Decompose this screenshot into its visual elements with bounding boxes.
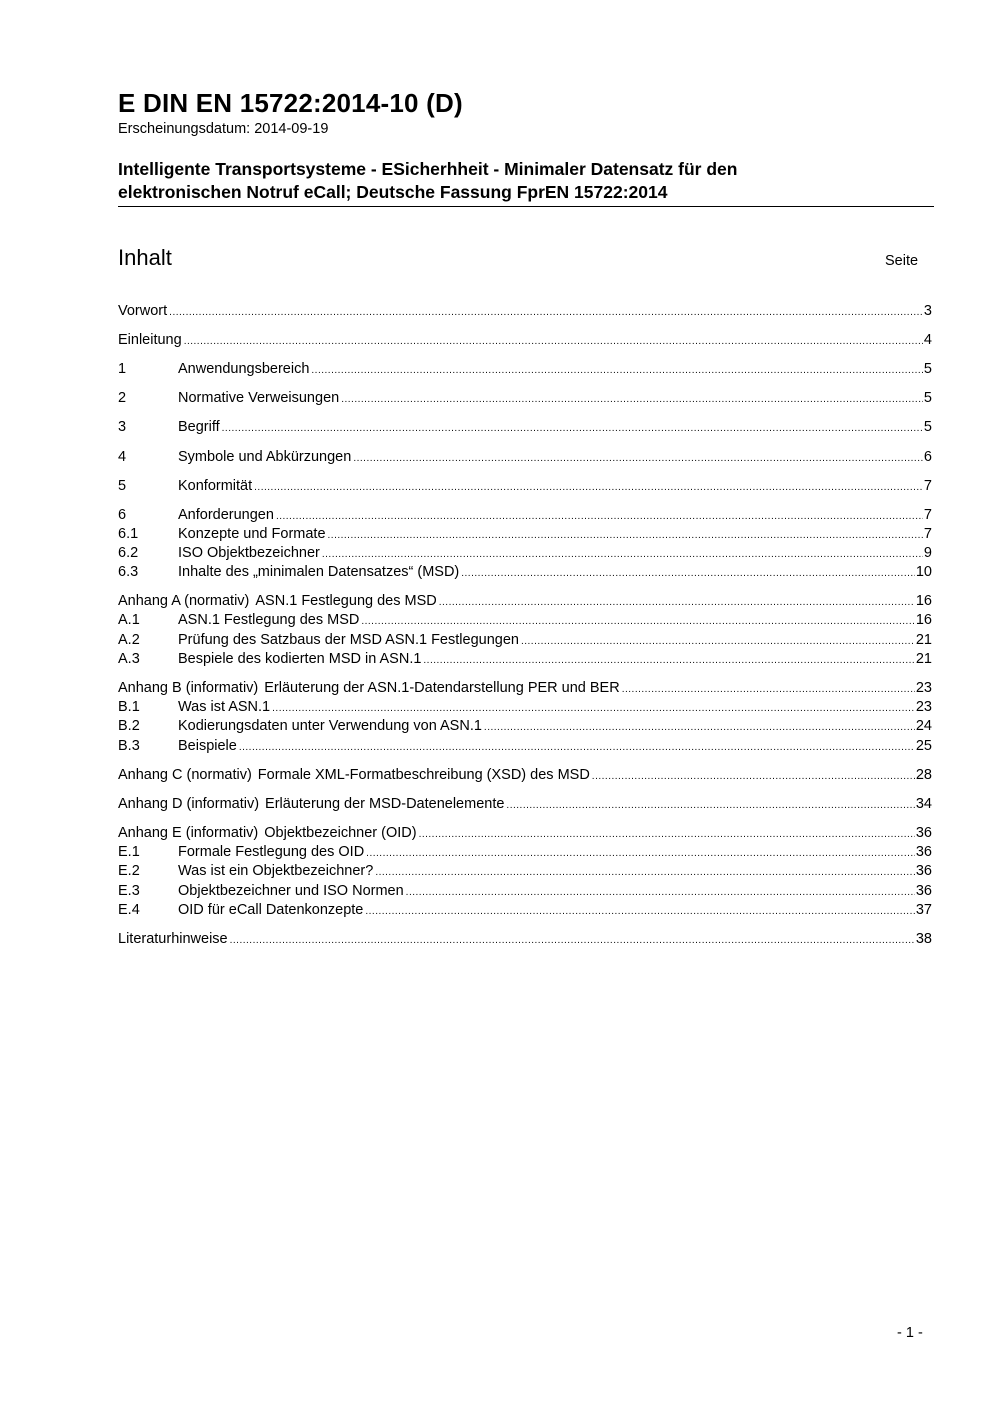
toc-entry-title: Begriff [178,419,220,435]
toc-entry-title: Objektbezeichner und ISO Normen [178,883,404,899]
toc-entry-page: 23 [915,699,932,715]
toc-entry-number: B.3 [118,738,140,754]
toc-entry-page: 25 [915,738,932,754]
toc-entry[interactable] [118,301,932,321]
toc-entry-page: 16 [915,612,932,628]
toc-entry[interactable] [118,505,932,525]
toc-entry-number: 3 [118,419,127,435]
toc-dot-leader [375,863,915,883]
toc-entry-number: 6.1 [118,526,139,542]
toc-entry-number: E.2 [118,863,140,879]
toc-heading: Inhalt [118,245,172,270]
toc-annex-name: Anhang C [118,767,183,783]
toc-entry[interactable] [118,476,932,496]
toc-dot-leader [361,612,915,632]
toc-entry[interactable] [118,610,932,630]
toc-entry-title: Vorwort [118,303,168,319]
toc-annex-name: Anhang A [118,593,181,609]
toc-dot-leader [461,564,915,584]
toc-entry-title: Kodierungsdaten unter Verwendung von ASN.1 [178,718,482,734]
toc-dot-leader [230,931,915,951]
toc-annex-name: Anhang E [118,825,182,841]
toc-dot-leader [592,767,915,787]
toc-entry-page: 7 [923,526,932,542]
toc-entry-page: 5 [923,390,932,406]
toc-entry[interactable] [118,591,932,611]
toc-entry-page: 7 [923,507,932,523]
toc-entry-page: 6 [923,449,932,465]
toc-entry[interactable] [118,823,932,843]
toc-entry-title: Erläuterung der MSD-Datenelemente [265,796,505,812]
toc-entry[interactable] [118,524,932,544]
toc-entry-title: Anforderungen [178,507,274,523]
toc-entry[interactable] [118,900,932,920]
toc-entry[interactable] [118,929,932,949]
toc-entry-page: 36 [915,844,932,860]
toc-entry-title: Objektbezeichner (OID) [264,825,417,841]
toc-entry-page: 36 [915,863,932,879]
toc-entry-page: 34 [915,796,932,812]
toc-entry[interactable] [118,330,932,350]
toc-entry-page: 37 [915,902,932,918]
toc-entry[interactable] [118,447,932,467]
toc-annex-label [118,823,258,843]
toc-annex-name: Anhang D [118,796,183,812]
toc-annex-type: (normativ) [184,593,250,609]
toc-entry-title: Konformität [178,478,253,494]
toc-entry[interactable] [118,630,932,650]
toc-entry-number: A.3 [118,651,140,667]
toc-entry-page: 28 [915,767,932,783]
toc-entry-title: Normative Verweisungen [178,390,340,406]
toc-entry-page: 21 [915,651,932,667]
toc-annex-label [118,678,258,698]
toc-entry[interactable] [118,359,932,379]
toc-entry-number: 5 [118,478,127,494]
toc-entry-number: E.3 [118,883,140,899]
toc-entry-page: 16 [915,593,932,609]
toc-entry[interactable] [118,649,932,669]
toc-entry-title: ASN.1 Festlegung des MSD [178,612,360,628]
toc-entry-page: 23 [915,680,932,696]
toc-entry-title: ISO Objektbezeichner [178,545,320,561]
toc-entry-title: Inhalte des „minimalen Datensatzes“ (MSD) [178,564,460,580]
document-title [118,158,933,204]
toc-entry[interactable] [118,736,932,756]
toc-dot-leader [254,478,923,498]
toc-entry[interactable] [118,716,932,736]
toc-entry-page: 5 [923,361,932,377]
toc-entry-page: 4 [923,332,932,348]
toc-dot-leader [423,651,914,671]
toc-annex-label [118,591,249,611]
toc-annex-name: Anhang B [118,680,182,696]
toc-dot-leader [353,449,923,469]
toc-entry-number: E.4 [118,902,140,918]
toc-entry-page: 9 [923,545,932,561]
toc-page-column-heading: Seite [885,253,919,269]
toc-entry-number: A.2 [118,632,140,648]
toc-entry-page: 3 [923,303,932,319]
toc-annex-type: (informativ) [185,680,259,696]
toc-entry-title: Formale Festlegung des OID [178,844,365,860]
toc-entry-page: 36 [915,825,932,841]
toc-entry-title: Erläuterung der ASN.1-Datendarstellung PER und BER [264,680,620,696]
toc-entry-page: 7 [923,478,932,494]
document-title-line: Intelligente Transportsysteme - ESicherhheit - Minimaler Datensatz für den [118,159,738,179]
toc-entry[interactable] [118,765,932,785]
toc-entry-number: 6.2 [118,545,139,561]
toc-dot-leader [506,796,914,816]
toc-entry-title: Was ist ASN.1 [178,699,271,715]
toc-entry-number: B.1 [118,699,140,715]
toc-entry-number: B.2 [118,718,140,734]
toc-entry-title: Formale XML-Formatbeschreibung (XSD) des MSD [257,767,590,783]
toc-entry[interactable] [118,881,932,901]
toc-entry-title: Beispiele [178,738,237,754]
toc-dot-leader [341,390,923,410]
title-divider [118,206,934,207]
toc-dot-leader [222,419,923,439]
toc-entry-title: Konzepte und Formate [178,526,326,542]
toc-annex-type: (informativ) [186,796,260,812]
toc-annex-label [118,794,259,814]
toc-entry-number: 4 [118,449,127,465]
toc-entry-page: 21 [915,632,932,648]
toc-entry-title: OID für eCall Datenkonzepte [178,902,364,918]
toc-entry[interactable] [118,417,932,437]
toc-entry-page: 10 [915,564,932,580]
toc-entry[interactable] [118,794,932,814]
toc-entry-title: Anwendungsbereich [178,361,310,377]
toc-entry-number: A.1 [118,612,140,628]
page-number: - 1 - [897,1325,923,1341]
toc-entry-title: Literaturhinweise [118,931,228,947]
toc-entry-number: 1 [118,361,127,377]
toc-entry-number: 6 [118,507,127,523]
toc-entry[interactable] [118,388,932,408]
toc-entry-title: Einleitung [118,332,182,348]
toc-dot-leader [169,303,923,323]
toc-entry[interactable] [118,562,932,582]
toc-dot-leader [184,332,923,352]
toc-dot-leader [484,718,915,738]
toc-entry[interactable] [118,697,932,717]
toc-dot-leader [365,902,914,922]
document-title-line: elektronischen Notruf eCall; Deutsche Fassung FprEN 15722:2014 [118,182,668,202]
toc-annex-type: (normativ) [186,767,252,783]
toc-entry-title: ASN.1 Festlegung des MSD [255,593,437,609]
toc-entry[interactable] [118,842,932,862]
toc-dot-leader [239,738,915,758]
toc-entry-page: 36 [915,883,932,899]
toc-entry-page: 24 [915,718,932,734]
toc-entry-page: 38 [915,931,932,947]
toc-entry[interactable] [118,678,932,698]
toc-entry-title: Was ist ein Objektbezeichner? [178,863,374,879]
toc-entry-title: Bespiele des kodierten MSD in ASN.1 [178,651,422,667]
toc-entry[interactable] [118,543,932,563]
publication-date: Erscheinungsdatum: 2014-09-19 [118,121,329,137]
toc-entry-title: Prüfung des Satzbaus der MSD ASN.1 Festlegungen [178,632,519,648]
toc-entry[interactable] [118,861,932,881]
toc-entry-number: 2 [118,390,127,406]
toc-entry-number: 6.3 [118,564,139,580]
toc-entry-title: Symbole und Abkürzungen [178,449,352,465]
document-id: E DIN EN 15722:2014-10 (D) [118,88,463,118]
toc-annex-label [118,765,252,785]
toc-entry-number: E.1 [118,844,140,860]
toc-annex-type: (informativ) [185,825,259,841]
toc-entry-page: 5 [923,419,932,435]
toc-dot-leader [311,361,923,381]
